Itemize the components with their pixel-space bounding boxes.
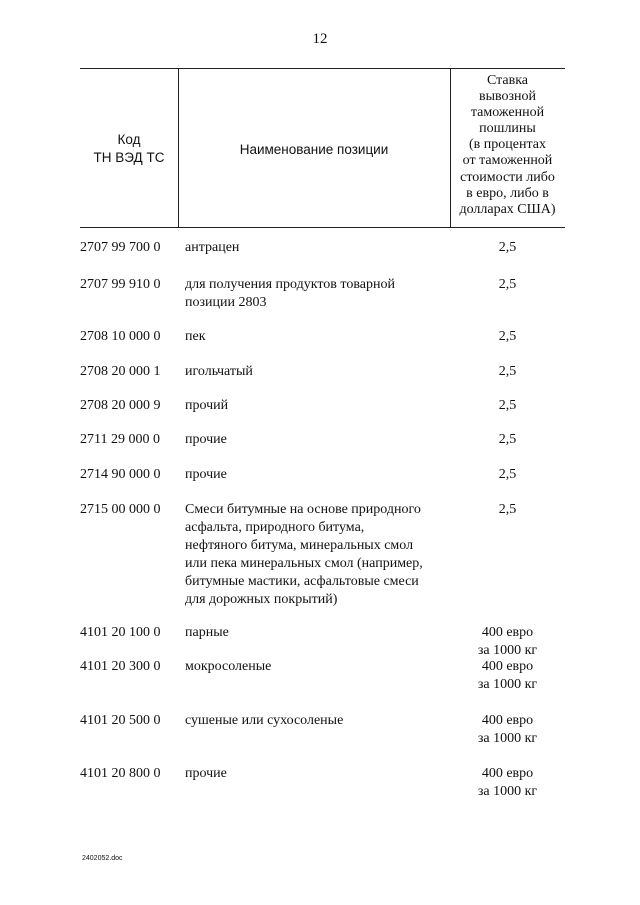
table-top-border (80, 68, 565, 69)
position-name-line: для получения продуктов товарной (185, 277, 395, 292)
position-name (185, 765, 430, 783)
position-name-line: нефтяного битума, минеральных смол (185, 538, 414, 553)
header-code-line: ТН ВЭД ТС (93, 150, 165, 165)
duty-rate-line: 2,5 (498, 432, 517, 447)
duty-rate (450, 466, 565, 484)
tariff-code: 2715 00 000 0 (80, 502, 161, 517)
duty-rate-line: 400 евро (481, 766, 534, 781)
header-bottom-border (80, 227, 565, 228)
header-rate-line: долларах США) (459, 201, 556, 217)
position-name-line: прочие (185, 432, 227, 447)
position-name-line: позиции 2803 (185, 295, 267, 310)
position-name-line: Смеси битумные на основе природного (185, 502, 421, 517)
position-name (185, 431, 430, 449)
duty-rate (450, 712, 565, 748)
header-rate-line: (в процентах (469, 137, 546, 153)
duty-rate (450, 276, 565, 294)
tariff-code: 4101 20 800 0 (80, 766, 161, 781)
position-name-line: парные (185, 625, 229, 640)
tariff-code: 4101 20 300 0 (80, 659, 161, 674)
duty-rate-line: 2,5 (498, 398, 517, 413)
header-rate-line: от таможенной (462, 153, 553, 169)
tariff-code: 2707 99 910 0 (80, 277, 161, 292)
duty-rate (450, 328, 565, 346)
page-number: 12 (312, 31, 328, 47)
duty-rate-line: 400 евро (481, 625, 534, 640)
column-header-rate (450, 73, 565, 218)
position-name (185, 501, 430, 609)
tariff-code: 2707 99 700 0 (80, 240, 161, 255)
header-rate-line: пошлины (479, 121, 536, 137)
tariff-code: 2708 20 000 1 (80, 364, 161, 379)
duty-rate (450, 363, 565, 381)
position-name-line: прочие (185, 766, 227, 781)
position-name-line: сушеные или сухосоленые (185, 713, 344, 728)
position-name (185, 658, 430, 676)
position-name-line: пек (185, 329, 206, 344)
header-code-line: Код (117, 132, 141, 147)
duty-rate (450, 765, 565, 801)
position-name-line: антрацен (185, 240, 240, 255)
duty-rate (450, 501, 565, 519)
header-rate-line: таможенной (470, 105, 545, 121)
column-header-code (80, 131, 178, 167)
tariff-code: 4101 20 100 0 (80, 625, 161, 640)
position-name-line: мокросоленые (185, 659, 272, 674)
position-name-line: битумные мастики, асфальтовые смеси (185, 574, 419, 589)
header-rate-line: в евро, либо в (466, 185, 549, 201)
position-name (185, 276, 430, 312)
position-name (185, 466, 430, 484)
position-name (185, 397, 430, 415)
position-name (185, 363, 430, 381)
duty-rate-line: 2,5 (498, 364, 517, 379)
duty-rate (450, 431, 565, 449)
duty-rate (450, 239, 565, 257)
duty-rate-line: за 1000 кг (477, 784, 538, 799)
position-name-line: асфальта, природного битума, (185, 520, 365, 535)
duty-rate-line: 2,5 (498, 467, 517, 482)
duty-rate (450, 624, 565, 660)
column-header-name: Наименование позиции (239, 142, 389, 157)
duty-rate-line: 2,5 (498, 329, 517, 344)
duty-rate-line: 400 евро (481, 713, 534, 728)
duty-rate (450, 397, 565, 415)
tariff-code: 2708 10 000 0 (80, 329, 161, 344)
duty-rate-line: 400 евро (481, 659, 534, 674)
position-name (185, 239, 430, 257)
position-name-line: для дорожных покрытий) (185, 592, 338, 607)
position-name-line: прочий (185, 398, 229, 413)
duty-rate-line: за 1000 кг (477, 731, 538, 746)
tariff-code: 2711 29 000 0 (80, 432, 160, 447)
tariff-code: 4101 20 500 0 (80, 713, 161, 728)
header-rate-line: стоимости либо (460, 169, 555, 185)
position-name (185, 624, 430, 642)
duty-rate-line: 2,5 (498, 240, 517, 255)
position-name-line: или пека минеральных смол (например, (185, 556, 423, 571)
document-filename: 2402052.doc (82, 855, 123, 862)
duty-rate-line: 2,5 (498, 277, 517, 292)
duty-rate-line: за 1000 кг (477, 643, 538, 658)
position-name-line: игольчатый (185, 364, 253, 379)
duty-rate (450, 658, 565, 694)
position-name (185, 712, 430, 730)
position-name-line: прочие (185, 467, 227, 482)
tariff-code: 2708 20 000 9 (80, 398, 161, 413)
header-rate-line: вывозной (478, 89, 537, 105)
position-name (185, 328, 430, 346)
duty-rate-line: 2,5 (498, 502, 517, 517)
tariff-code: 2714 90 000 0 (80, 467, 161, 482)
header-rate-line: Ставка (486, 73, 529, 88)
duty-rate-line: за 1000 кг (477, 677, 538, 692)
